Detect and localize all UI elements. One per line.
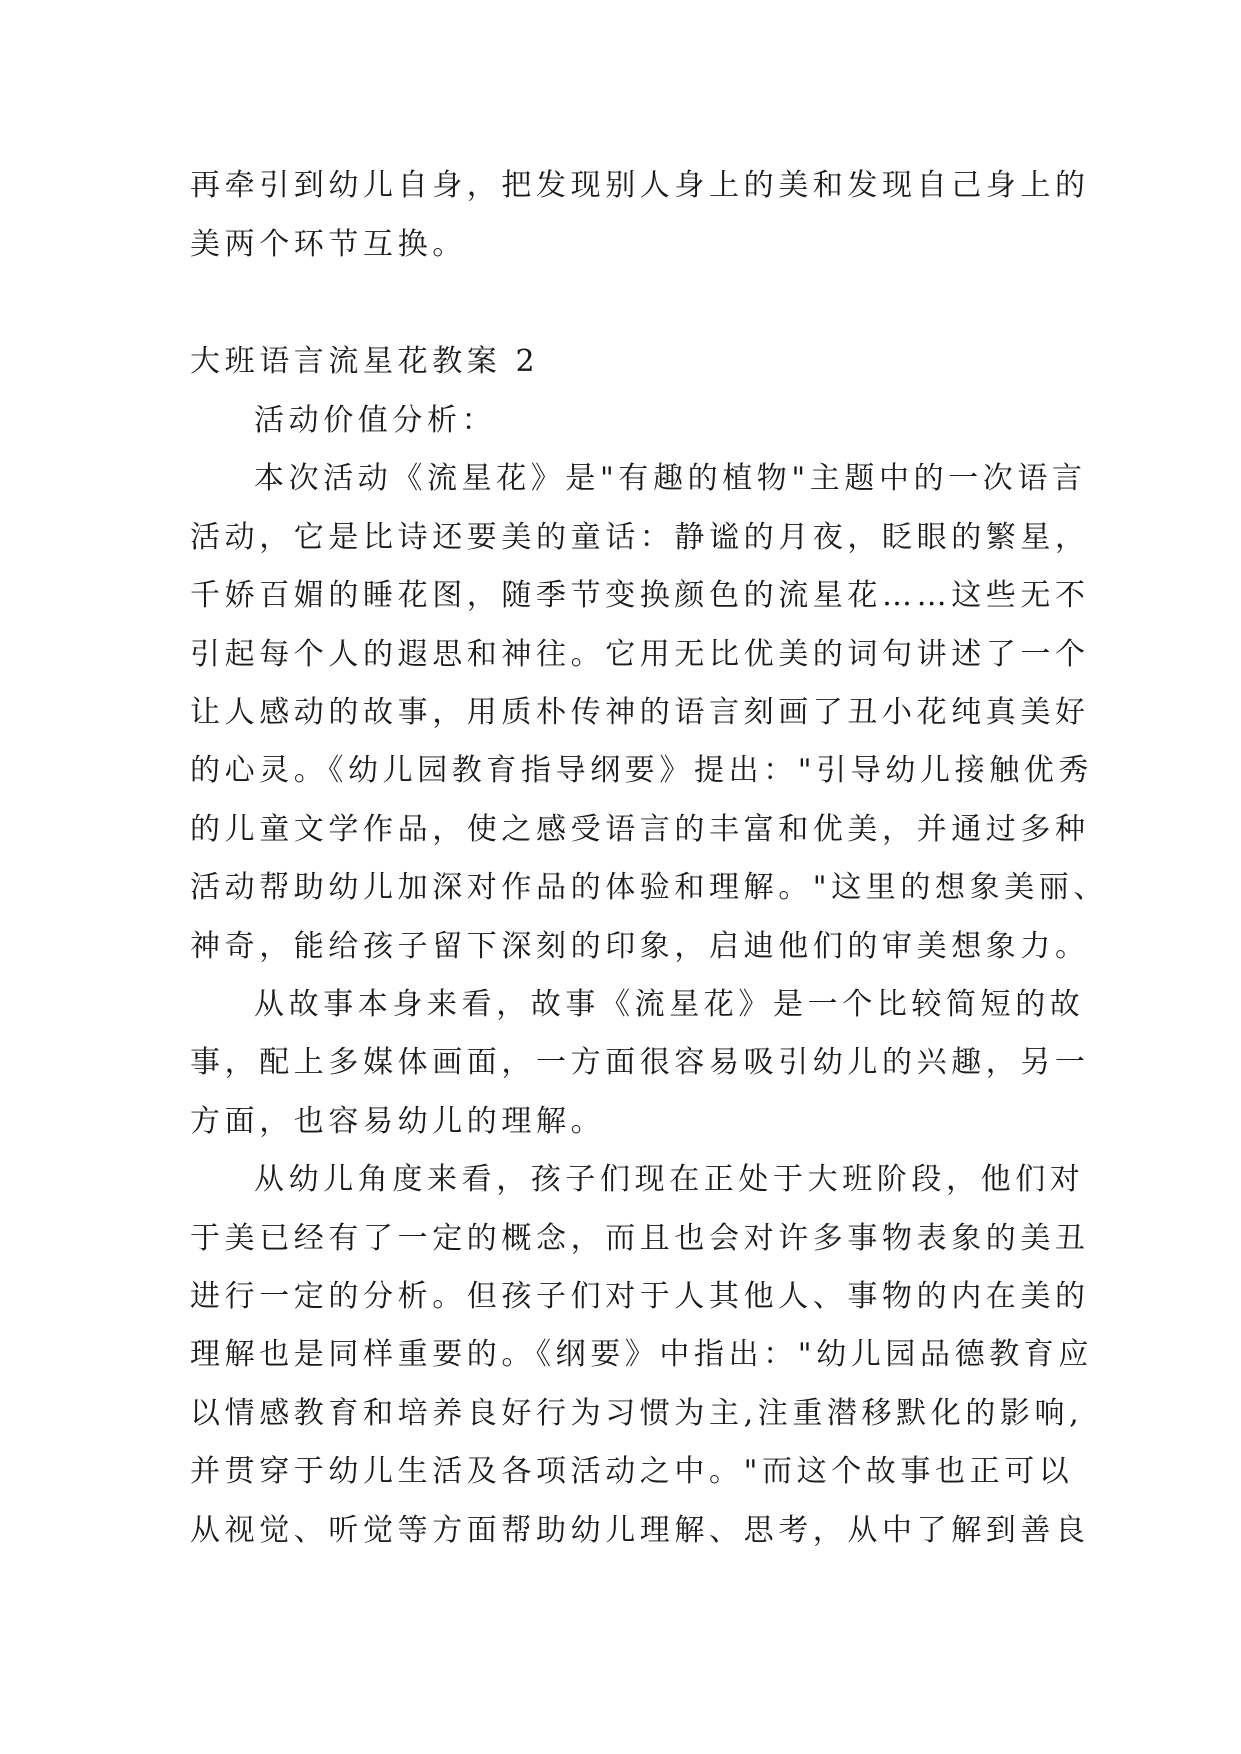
body-text-line: 进行一定的分析。但孩子们对于人其他人、事物的内在美的: [190, 1279, 1090, 1314]
section-heading: 大班语言流星花教案 2: [190, 344, 540, 379]
body-text-line: 于美已经有了一定的概念，而且也会对许多事物表象的美丑: [190, 1221, 1090, 1256]
body-text-line: 活动帮助幼儿加深对作品的体验和理解。"这里的想象美丽、: [190, 870, 1108, 905]
body-text-line: 让人感动的故事，用质朴传神的语言刻画了丑小花纯真美好: [190, 695, 1090, 730]
body-text-line: 以情感教育和培养良好行为习惯为主,注重潜移默化的影响,: [190, 1396, 1084, 1431]
body-text-line: 引起每个人的遐思和神往。它用无比优美的词句讲述了一个: [190, 637, 1090, 672]
body-text-line: 事，配上多媒体画面，一方面很容易吸引幼儿的兴趣，另一: [190, 1045, 1090, 1080]
body-text-line: 再牵引到幼儿自身，把发现别人身上的美和发现自己身上的: [190, 168, 1090, 203]
body-text-line: 活动，它是比诗还要美的童话：静谧的月夜，眨眼的繁星，: [190, 520, 1090, 555]
paragraph-first-line: 从幼儿角度来看，孩子们现在正处于大班阶段，他们对: [254, 1162, 1085, 1197]
paragraph-first-line: 从故事本身来看，故事《流星花》是一个比较简短的故: [254, 987, 1085, 1022]
body-text-line: 从视觉、听觉等方面帮助幼儿理解、思考，从中了解到善良: [190, 1513, 1090, 1548]
body-text-line: 美两个环节互换。: [190, 227, 467, 262]
body-text-line: 方面，也容易幼儿的理解。: [190, 1104, 606, 1139]
body-text-line: 并贯穿于幼儿生活及各项活动之中。"而这个故事也正可以: [190, 1454, 1074, 1489]
body-text-line: 神奇，能给孩子留下深刻的印象，启迪他们的审美想象力。: [190, 929, 1090, 964]
subheading: 活动价值分析：: [254, 403, 497, 438]
body-text-line: 理解也是同样重要的。《纲要》中指出："幼儿园品德教育应: [190, 1337, 1093, 1372]
paragraph-first-line: 本次活动《流星花》是"有趣的植物"主题中的一次语言: [254, 461, 1087, 496]
body-text-line: 的儿童文学作品，使之感受语言的丰富和优美，并通过多种: [190, 812, 1090, 847]
body-text-line: 千娇百媚的睡花图，随季节变换颜色的流星花……这些无不: [190, 578, 1090, 613]
body-text-line: 的心灵。《幼儿园教育指导纲要》提出："引导幼儿接触优秀: [190, 753, 1093, 788]
